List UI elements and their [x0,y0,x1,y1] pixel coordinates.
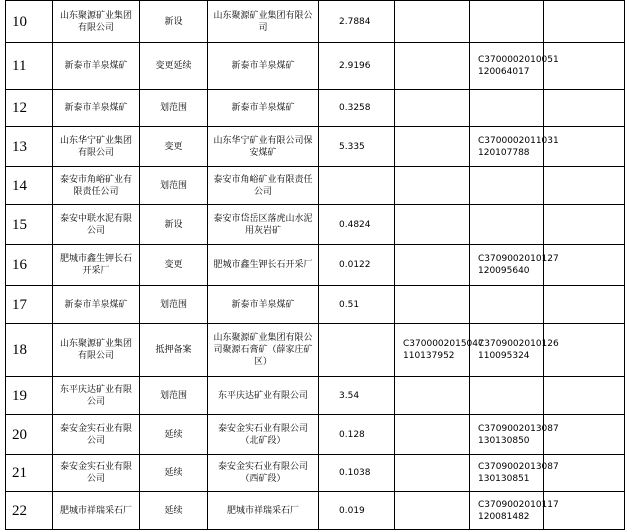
table-row [6,167,625,205]
application-type-cell: 延续 [140,415,208,455]
row-number: 14 [6,167,53,205]
application-type-cell: 变更 [140,245,208,286]
license-code-cell [395,1,470,43]
applicant-cell: 山东华宁矿业集团有限公司 [53,127,140,167]
license-number-cell: C3709002010127 120095640 [470,245,544,286]
license-code-cell [395,245,470,286]
mine-name-cell: 新泰市羊泉煤矿 [208,286,319,324]
license-number-cell [470,90,544,127]
license-code-cell [395,205,470,245]
license-code-cell [395,415,470,455]
empty-cell [544,167,625,205]
value-cell: 0.0122 [319,245,395,286]
mine-name-cell: 新泰市羊泉煤矿 [208,43,319,90]
table-row [6,415,625,455]
application-type-cell: 延续 [140,455,208,492]
applicant-cell: 新泰市羊泉煤矿 [53,43,140,90]
license-number-cell: C3700002011031 120107788 [470,127,544,167]
table-row [6,127,625,167]
mine-name-cell: 山东华宁矿业有限公司保安煤矿 [208,127,319,167]
application-type-cell: 划范围 [140,377,208,415]
applicant-cell: 新泰市羊泉煤矿 [53,90,140,127]
application-type-cell: 划范围 [140,90,208,127]
applicant-cell: 新泰市羊泉煤矿 [53,286,140,324]
application-type-cell: 划范围 [140,167,208,205]
value-cell: 5.335 [319,127,395,167]
license-code-cell [395,90,470,127]
row-number: 22 [6,492,53,530]
mine-name-cell: 东平庆达矿业有限公司 [208,377,319,415]
value-cell [319,324,395,377]
mine-name-cell: 新泰市羊泉煤矿 [208,90,319,127]
mine-name-cell: 肥城市鑫生钾长石开采厂 [208,245,319,286]
mine-name-cell: 泰安市角峪矿业有限责任公司 [208,167,319,205]
row-number: 18 [6,324,53,377]
license-code-cell [395,492,470,530]
table-row [6,492,625,530]
row-number: 12 [6,90,53,127]
value-cell: 0.019 [319,492,395,530]
applicant-cell: 肥城市鑫生钾长石开采厂 [53,245,140,286]
value-cell: 0.4824 [319,205,395,245]
applicant-cell: 泰安市角峪矿业有限责任公司 [53,167,140,205]
row-number: 17 [6,286,53,324]
applicant-cell: 山东聚源矿业集团有限公司 [53,324,140,377]
table-row [6,286,625,324]
license-number-cell [470,377,544,415]
value-cell: 0.1038 [319,455,395,492]
application-type-cell: 抵押备案 [140,324,208,377]
mining-rights-table-region [5,0,624,530]
license-number-cell [470,205,544,245]
empty-cell [544,1,625,43]
value-cell: 2.7884 [319,1,395,43]
license-code-cell [395,43,470,90]
applicant-cell: 泰安金实石业有限公司 [53,455,140,492]
row-number: 21 [6,455,53,492]
license-number-cell [470,1,544,43]
table-row [6,324,625,377]
empty-cell [544,324,625,377]
table-row [6,43,625,90]
application-type-cell: 新设 [140,205,208,245]
empty-cell [544,245,625,286]
table-row [6,455,625,492]
row-number: 10 [6,1,53,43]
value-cell: 2.9196 [319,43,395,90]
value-cell: 0.128 [319,415,395,455]
license-code-cell [395,286,470,324]
empty-cell [544,455,625,492]
license-number-cell: C3709002013087 130130851 [470,455,544,492]
table-row [6,245,625,286]
application-type-cell: 变更延续 [140,43,208,90]
empty-cell [544,286,625,324]
table-row [6,90,625,127]
table-body [6,1,625,530]
license-code-cell [395,167,470,205]
value-cell: 0.51 [319,286,395,324]
applicant-cell: 泰安中联水泥有限公司 [53,205,140,245]
empty-cell [544,127,625,167]
license-number-cell [470,167,544,205]
empty-cell [544,377,625,415]
row-number: 15 [6,205,53,245]
application-type-cell: 变更 [140,127,208,167]
value-cell: 0.3258 [319,90,395,127]
value-cell [319,167,395,205]
empty-cell [544,43,625,90]
applicant-cell: 东平庆达矿业有限公司 [53,377,140,415]
table-row [6,1,625,43]
mining-rights-table [5,0,625,530]
empty-cell [544,492,625,530]
mine-name-cell: 泰安金实石业有限公司（西矿段） [208,455,319,492]
mine-name-cell: 山东聚源矿业集团有限公司聚源石膏矿（薛家庄矿区） [208,324,319,377]
empty-cell [544,415,625,455]
license-code-cell: C3700002015047 110137952 [395,324,470,377]
row-number: 13 [6,127,53,167]
license-number-cell: C3709002013087 130130850 [470,415,544,455]
license-code-cell [395,455,470,492]
mine-name-cell: 山东聚源矿业集团有限公司 [208,1,319,43]
table-row [6,377,625,415]
row-number: 19 [6,377,53,415]
empty-cell [544,205,625,245]
applicant-cell: 泰安金实石业有限公司 [53,415,140,455]
mine-name-cell: 泰安市岱岳区落虎山水泥用灰岩矿 [208,205,319,245]
row-number: 11 [6,43,53,90]
license-number-cell: C3700002010051 120064017 [470,43,544,90]
empty-cell [544,90,625,127]
row-number: 16 [6,245,53,286]
table-row [6,205,625,245]
application-type-cell: 延续 [140,492,208,530]
license-number-cell: C3709002010126 110095324 [470,324,544,377]
application-type-cell: 划范围 [140,286,208,324]
row-number: 20 [6,415,53,455]
value-cell: 3.54 [319,377,395,415]
mine-name-cell: 泰安金实石业有限公司（北矿段） [208,415,319,455]
applicant-cell: 肥城市祥瑞采石厂 [53,492,140,530]
license-number-cell: C3709002010117 120081482 [470,492,544,530]
license-number-cell [470,286,544,324]
license-code-cell [395,377,470,415]
application-type-cell: 新设 [140,1,208,43]
mine-name-cell: 肥城市祥瑞采石厂 [208,492,319,530]
license-code-cell [395,127,470,167]
applicant-cell: 山东聚源矿业集团有限公司 [53,1,140,43]
